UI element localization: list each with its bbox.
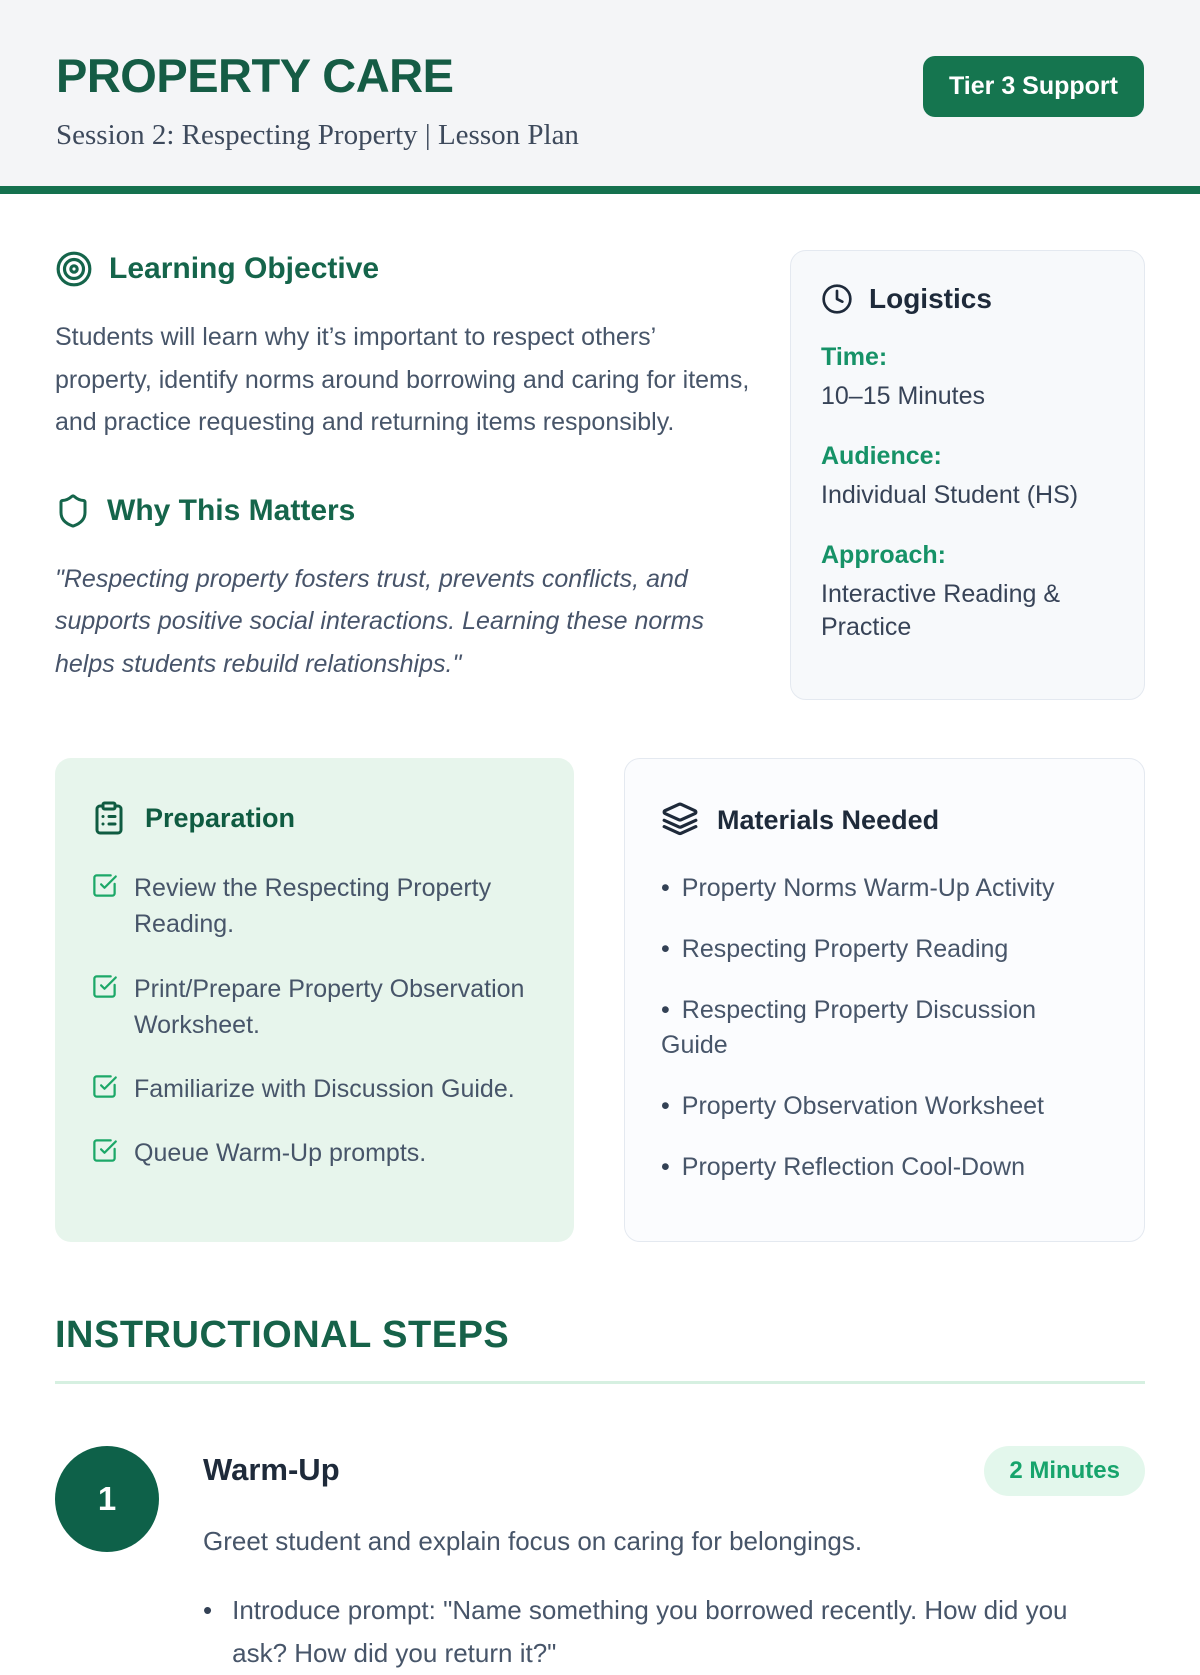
materials-item-text: Property Norms Warm-Up Activity [681,874,1055,902]
clock-icon [821,283,853,315]
step-number-badge: 1 [55,1446,159,1552]
preparation-card [55,758,574,1242]
why-this-matters-heading: Why This Matters [107,493,356,527]
logistics-label: Audience: [821,441,942,470]
preparation-item-text: Review the Respecting Property Reading. [134,874,492,939]
preparation-item-text: Familiarize with Discussion Guide. [134,1075,515,1103]
materials-heading-row [661,801,1108,839]
preparation-item [91,971,538,1044]
bullet-dot: • [203,1595,213,1625]
preparation-item [91,1135,538,1171]
shield-icon [55,492,91,530]
target-icon [55,250,93,288]
logistics-label: Time: [821,343,888,371]
learning-objective-heading-row [55,250,756,288]
check-square-icon [91,1073,118,1107]
tier-badge: Tier 3 Support [923,56,1144,117]
logistics-value: 10–15 Minutes [821,382,986,410]
logistics-heading: Logistics [869,283,992,314]
logistics-value: Interactive Reading & Practice [821,579,1061,642]
learning-objective-heading: Learning Objective [109,252,380,285]
preparation-item-text: Print/Prepare Property Observation Worksheet. [134,974,525,1039]
preparation-item-text: Queue Warm-Up prompts. [134,1139,427,1168]
header-text-block [56,48,579,152]
step-title: Warm-Up [203,1452,340,1487]
section-divider [55,1381,1145,1384]
preparation-item [91,870,538,943]
why-this-matters-heading-row [55,492,756,530]
page-subtitle: Session 2: Respecting Property | Lesson Plan [56,119,579,151]
step-1-warm-up [55,1446,1145,1675]
logistics-card [790,250,1145,700]
logistics-label: Approach: [821,540,946,569]
logistics-value: Individual Student (HS) [821,480,1079,509]
bullet-dot: • [661,874,670,902]
check-square-icon [91,872,118,943]
materials-card [624,758,1145,1242]
logistics-heading-row [821,283,1114,315]
bullet-dot: • [661,1153,670,1181]
logistics-item-audience [821,442,1114,513]
bullet-dot: • [661,1092,670,1120]
top-region [55,250,1145,700]
step-description: Greet student and explain focus on caring for belongings. [203,1526,863,1556]
main-content [0,194,1200,1675]
bullet-dot: • [661,935,670,963]
clipboard-icon [91,800,127,836]
materials-item [661,871,1108,906]
bullet-dot: • [661,996,670,1024]
top-left-column [55,250,756,685]
logistics-item-approach [821,541,1114,646]
step-bullet-list [203,1589,1145,1675]
materials-list [661,871,1108,1185]
logistics-item-time [821,343,1114,414]
cards-row [55,758,1145,1242]
materials-item [661,993,1108,1063]
materials-item [661,1150,1108,1185]
check-square-icon [91,1137,118,1171]
step-bullet-text: Introduce prompt: "Name something you borrowed recently. How did you ask? How did you return it?" [232,1595,1068,1668]
step-bullet-item [203,1589,1145,1675]
page-header [0,0,1200,194]
materials-item [661,1089,1108,1124]
why-this-matters-quote: "Respecting property fosters trust, prevents conflicts, and supports positive social interactions. Learning these norms helps students rebuild relationships." [55,564,704,678]
instructional-steps-section [55,1314,1145,1675]
step-body [203,1446,1145,1675]
step-duration-badge: 2 Minutes [984,1446,1145,1496]
step-head-row [203,1446,1145,1496]
page-title: PROPERTY CARE [56,49,454,102]
preparation-heading: Preparation [145,802,296,833]
preparation-heading-row [91,800,538,836]
materials-item-text: Respecting Property Reading [681,935,1009,963]
materials-item [661,932,1108,967]
materials-item-text: Respecting Property Discussion Guide [661,996,1037,1059]
instructional-steps-heading: INSTRUCTIONAL STEPS [55,1314,510,1356]
materials-item-text: Property Observation Worksheet [681,1092,1044,1120]
preparation-item [91,1071,538,1107]
preparation-list [91,870,538,1172]
layers-icon [661,801,699,839]
materials-item-text: Property Reflection Cool-Down [681,1153,1025,1181]
check-square-icon [91,973,118,1044]
learning-objective-body: Students will learn why it’s important to respect others’ property, identify norms around borrowing and caring for items, and practice requesting and returning items responsibly. [55,323,750,436]
materials-heading: Materials Needed [717,804,940,835]
